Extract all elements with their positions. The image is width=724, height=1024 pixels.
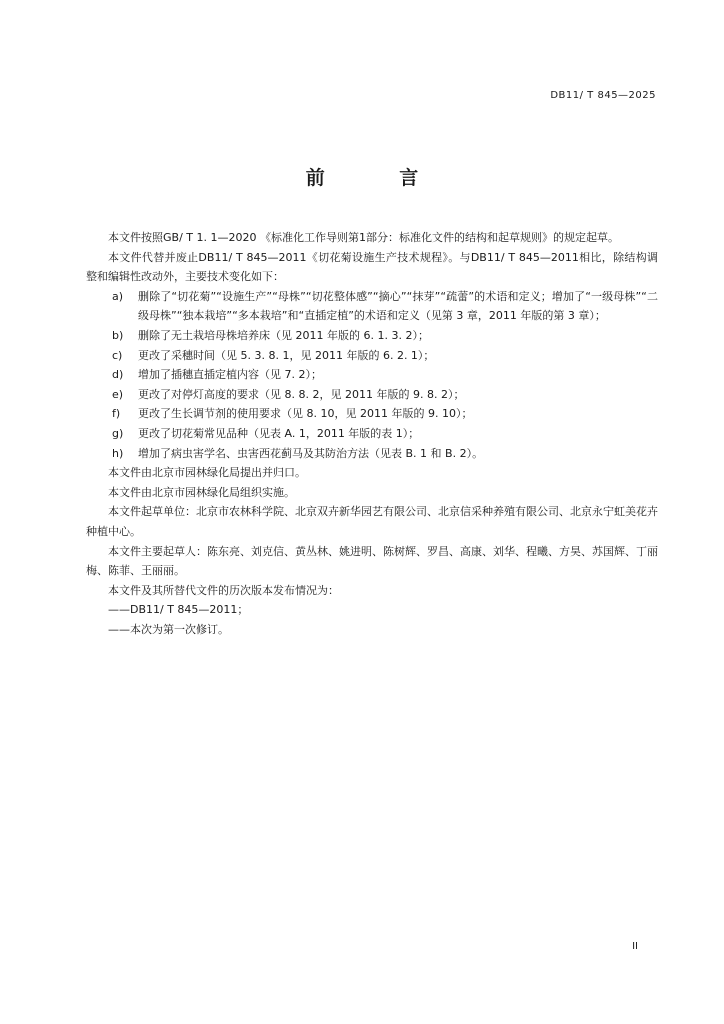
- change-item: [86, 287, 658, 326]
- history-item: ——DB11/ T 845—2011；: [108, 603, 249, 617]
- paragraph-replacement: 本文件代替并废止DB11/ T 845—2011《切花菊设施生产技术规程》。与DB11/ T 845—2011相比，除结构调整和编辑性改动外，主要技术变化如下：: [86, 250, 658, 284]
- change-item-mark: h): [112, 446, 124, 460]
- page-title: 前 言: [305, 167, 453, 189]
- change-item-mark: e): [112, 387, 124, 401]
- change-item-mark: f): [112, 407, 121, 421]
- paragraph-drafters: 本文件主要起草人：陈东亮、刘克信、黄丛林、姚进明、陈树辉、罗昌、高康、刘华、程曦、方昊、苏国辉、丁丽梅、陈菲、王丽丽。: [86, 544, 658, 578]
- paragraph-proposer: 本文件由北京市园林绿化局提出并归口。: [108, 466, 306, 480]
- change-item-text: 更改了切花菊常见品种（见表 A. 1，2011 年版的表 1）；: [138, 426, 420, 440]
- change-item-text: 增加了插穗直插定植内容（见 7. 2）；: [138, 368, 322, 382]
- change-item: [86, 346, 658, 366]
- change-item: [86, 365, 658, 385]
- change-item-text: 更改了对停灯高度的要求（见 8. 8. 2，见 2011 年版的 9. 8. 2）；: [138, 387, 465, 401]
- change-item-text: 删除了无土栽培母株培养床（见 2011 年版的 6. 1. 3. 2）；: [138, 328, 429, 342]
- page-number: II: [632, 941, 638, 952]
- change-item: [86, 424, 658, 444]
- history-item: ——本次为第一次修订。: [108, 622, 229, 636]
- change-item-mark: d): [112, 368, 124, 382]
- paragraph-history-intro: 本文件及其所替代文件的历次版本发布情况为：: [108, 583, 339, 597]
- document-code: DB11/ T 845—2025: [550, 90, 656, 101]
- change-item-mark: a): [112, 289, 124, 303]
- paragraph-drafting-rules: 本文件按照GB/ T 1. 1—2020 《标准化工作导则第1部分：标准化文件的结构和起草规则》的规定起草。: [108, 231, 619, 244]
- change-item: [86, 404, 658, 424]
- change-item-text: 删除了“切花菊”“设施生产”“母株”“切花整体感”“摘心”“抹芽”“疏蕾”的术语和定义；增加了“一级母株”“二级母株”“独本栽培”“多本栽培”和“直插定植”的术语和定义（见第 3 章，2011 年版的第 3 章）；: [138, 289, 658, 323]
- change-item-mark: g): [112, 426, 124, 440]
- paragraph-implementer: 本文件由北京市园林绿化局组织实施。: [108, 485, 295, 499]
- change-item-mark: b): [112, 328, 124, 342]
- change-item: [86, 326, 658, 346]
- paragraph-drafting-units: 本文件起草单位：北京市农林科学院、北京双卉新华园艺有限公司、北京信采种养殖有限公司、北京永宁虹美花卉种植中心。: [86, 505, 658, 538]
- foreword-body: [86, 228, 658, 639]
- change-item: [86, 444, 658, 464]
- change-item-text: 更改了生长调节剂的使用要求（见 8. 10，见 2011 年版的 9. 10）；: [138, 407, 473, 421]
- change-item-text: 增加了病虫害学名、虫害西花蓟马及其防治方法（见表 B. 1 和 B. 2）。: [138, 446, 484, 460]
- change-item-mark: c): [112, 348, 123, 362]
- change-item: [86, 385, 658, 405]
- change-item-text: 更改了采穗时间（见 5. 3. 8. 1，见 2011 年版的 6. 2. 1）；: [138, 348, 435, 362]
